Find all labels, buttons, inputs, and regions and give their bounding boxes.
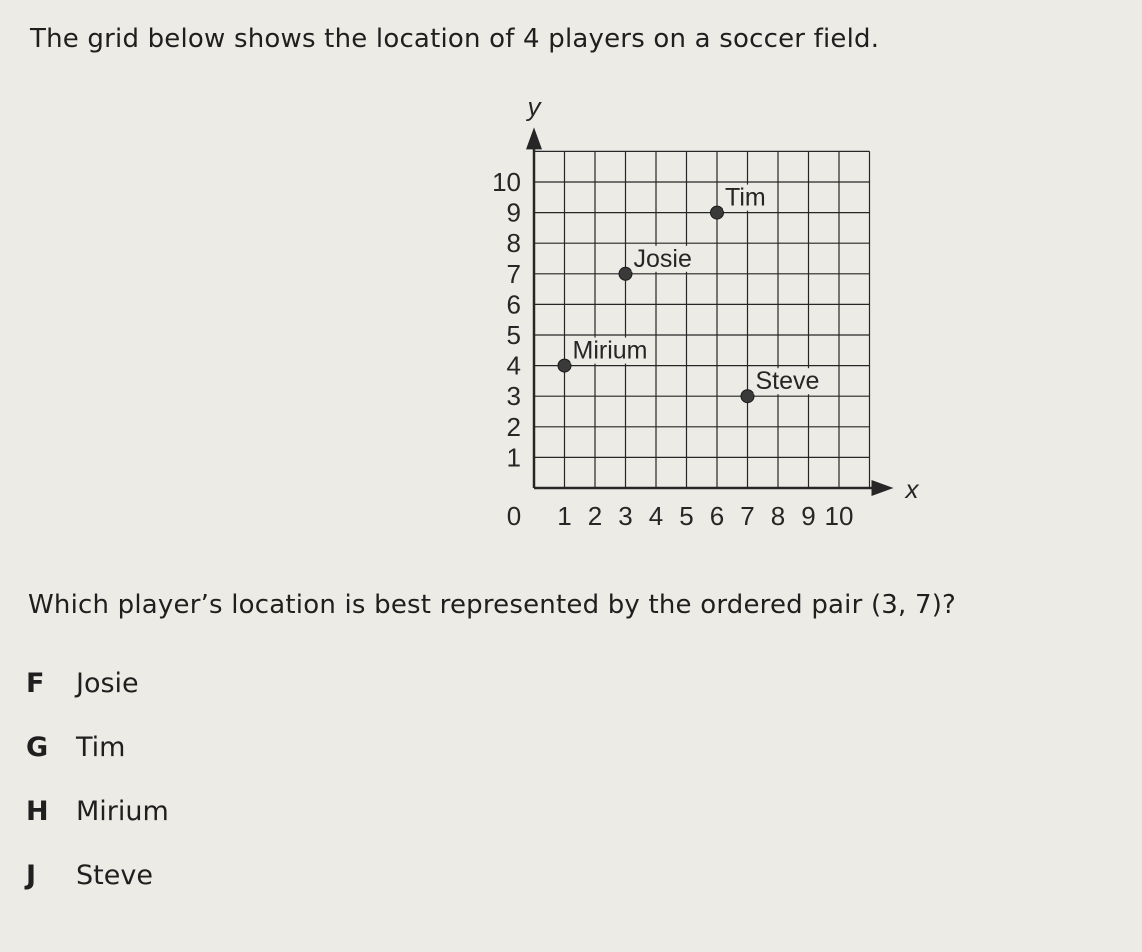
y-tick-label: 8 — [506, 228, 521, 259]
point-label-mirium: Mirium — [572, 336, 648, 365]
y-tick-label: 5 — [506, 320, 521, 350]
y-tick-label: 2 — [506, 411, 521, 442]
point-label-tim: Tim — [725, 183, 766, 212]
question-text: Which player’s location is best represented by the ordered pair (3, 7)? — [28, 590, 957, 620]
choice-letter: G — [26, 732, 49, 763]
y-tick-label: 3 — [506, 381, 521, 412]
point-steve — [741, 390, 754, 403]
x-tick-label: 3 — [618, 501, 633, 531]
x-tick-label: 10 — [824, 501, 854, 531]
x-tick-label: 2 — [587, 501, 603, 531]
choice-text: Josie — [76, 668, 139, 699]
choice-text: Steve — [76, 860, 153, 891]
x-axis-arrow-icon — [872, 480, 894, 496]
point-label-steve: Steve — [755, 367, 820, 396]
point-josie — [619, 267, 632, 280]
choice-text: Tim — [76, 732, 126, 763]
x-tick-label: 9 — [801, 501, 816, 531]
x-tick-label: 5 — [679, 501, 694, 531]
x-tick-label: 8 — [770, 501, 786, 531]
point-mirium — [558, 359, 571, 372]
y-tick-label: 1 — [506, 442, 521, 473]
point-label-josie: Josie — [633, 244, 692, 273]
y-tick-label: 4 — [506, 350, 521, 381]
intro-text: The grid below shows the location of 4 players on a soccer field. — [30, 24, 880, 54]
choice-h[interactable] — [26, 796, 169, 827]
choice-f[interactable] — [26, 668, 139, 699]
point-tim — [711, 206, 724, 219]
y-tick-label: 9 — [506, 197, 521, 228]
x-tick-label: 6 — [709, 501, 725, 531]
y-tick-label: 7 — [506, 258, 521, 289]
y-axis-arrow-icon — [526, 127, 542, 149]
y-axis-title: y — [527, 91, 541, 122]
choice-j[interactable] — [26, 860, 153, 891]
choice-letter: J — [26, 860, 37, 891]
choice-text: Mirium — [76, 796, 169, 827]
choice-g[interactable] — [26, 732, 125, 763]
y-tick-label: 6 — [506, 289, 521, 320]
origin-label: 0 — [506, 501, 522, 531]
y-tick-label: 10 — [492, 167, 521, 197]
x-axis-title: x — [905, 474, 919, 504]
choice-letter: H — [26, 796, 49, 827]
choice-letter: F — [26, 668, 45, 699]
x-tick-label: 4 — [648, 501, 664, 531]
x-tick-label: 7 — [740, 501, 755, 531]
x-tick-label: 1 — [557, 501, 572, 531]
